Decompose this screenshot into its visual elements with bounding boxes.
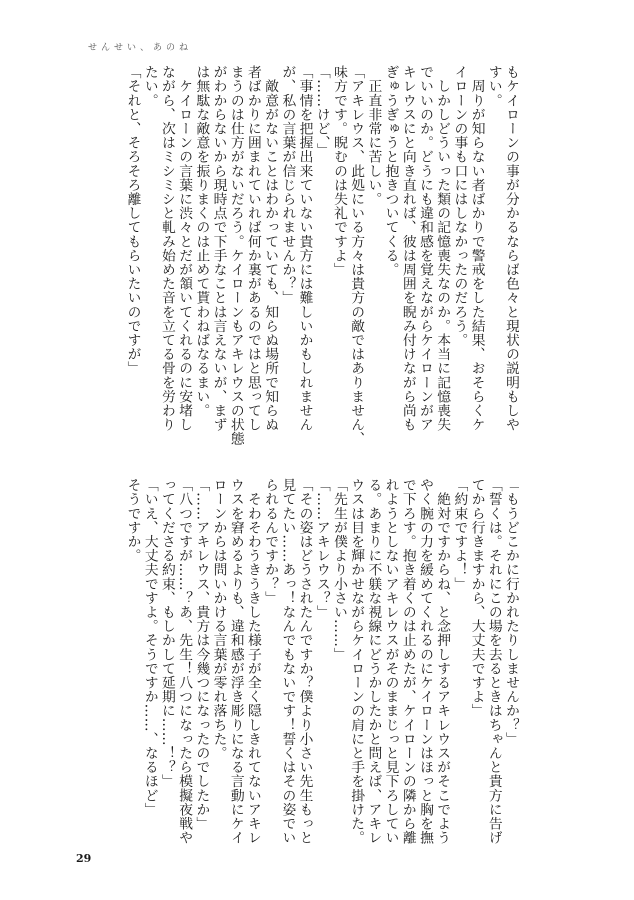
text-column: ローンからは問いかける言葉が零れ落ちた。 (210, 478, 227, 760)
text-column: 絶対ですからね、と念押しするアキレウスがそこでよう (434, 478, 451, 845)
text-column: ながら、次はミシミシと軋み始めた音を立てる骨を労わり (158, 65, 175, 432)
text-column: 周りが知らない者ばかりで警戒をした結果、おそらくケ (468, 65, 485, 432)
text-column: が、私の言葉が信じられませんか？」 (279, 65, 296, 305)
text-column: まうのは仕方がないだろう。ケイローンもアキレウスの状態 (227, 65, 244, 446)
text-column: 者ばかりに囲まれていれば何か裏があるのではと思ってし (244, 65, 261, 432)
text-column: すい。 (485, 65, 502, 108)
text-column: そうですか。 (124, 478, 141, 563)
text-column: られるんですか？」 (262, 478, 279, 605)
text-column: 「約束ですよ！」 (451, 478, 468, 591)
text-block-top (101, 65, 519, 449)
text-column: やく腕の力を緩めてくれるのにケイローンはほっと胸を撫 (416, 478, 433, 845)
text-column: たい。 (141, 65, 158, 108)
page-number: 29 (76, 852, 92, 865)
text-column: 「……けど、」 (313, 65, 330, 157)
text-column: ケイローンの言葉に渋々とだが頷いてくれるのに安堵し (176, 65, 193, 432)
text-column: 「その姿はどうされたんですか？僕より小さい先生もっと (296, 478, 313, 845)
text-column: 見てたい……あっ！なんでもないです！誓くはその姿でい (279, 478, 296, 845)
text-column: る。あまりに不躾な視線にどうかしたかと問えば、アキレ (365, 478, 382, 845)
text-column: ってくださる約束、もしかして延期に……！？」 (158, 478, 175, 789)
text-column: 味方です。睨むのは失礼ですよ」 (330, 65, 347, 277)
running-head: せんせい、あのね (88, 43, 193, 53)
text-column: そわそわうきうきした様子が全く隠しきれてないアキレ (244, 478, 261, 845)
text-column: 「いえ、大丈夫ですよ。そうですか……、なるほど」 (141, 478, 158, 817)
text-column: キレウスにと向き直れば、彼は周囲を睨み付けながら尚も (399, 65, 416, 432)
text-column: イローンの事も口にはしなかったのだろう。 (451, 65, 468, 347)
text-column: で下ろす。抱き着くのは止めたが、ケイローンの隣から離 (399, 478, 416, 845)
text-block-bottom (101, 478, 519, 854)
text-column: ぎゅうぎゅうと抱きついてくる。 (382, 65, 399, 277)
text-column: れようとしないアキレウスがそのままじっと見下ろしてい (382, 478, 399, 845)
text-column: 「それと、そろそろ離してもらいたいのですが」 (124, 65, 141, 376)
text-column: 「先生が僕より小さい……」 (330, 478, 347, 662)
text-column: は無駄な敵意を振りまくのは止めて貰わねばなるまい。 (193, 65, 210, 418)
text-column: 「アキレウス、此処にいる方々は貴方の敵ではありません、 (348, 65, 365, 446)
text-column: 「もうどこかに行かれたりしませんか？」 (503, 478, 519, 746)
text-column: ウスは目を輝かせながらケイローンの肩にと手を掛けた。 (348, 478, 365, 845)
text-column: がわからないから現時点で下手なことは言えないが、まず (210, 65, 227, 432)
text-column: しかしどういった類の記憶喪失なのか。本当に記憶喪失 (434, 65, 451, 432)
text-column: 「誓くは。それにこの場を去るときはちゃんと貴方に告げ (485, 478, 502, 845)
text-column: 正直非常に苦しい。 (365, 65, 382, 206)
text-column: ウスを窘めるよりも、違和感が浮き彫りになる言動にケイ (227, 478, 244, 845)
text-column: 「……アキレウス、貴方は今幾つになったのでしたか」 (193, 478, 210, 831)
text-column: 「八つですが……？あ、先生！八つになったら模擬夜戦や (176, 478, 193, 845)
text-column: 敵意がないことはわかっていても、知らぬ場所で知らぬ (262, 65, 279, 432)
text-column: でいいのか。どうにも違和感を覚えながらケイローンがア (416, 65, 433, 432)
text-column: 「事情を把握出来ていない貴方には難しいかもしれません (296, 65, 313, 432)
text-column: 「……アキレウス？」 (313, 478, 330, 619)
text-column: もケイローンの事が分かるならば色々と現状の説明もしや (503, 65, 519, 432)
text-column: てから行きますから、大丈夫ですよ」 (468, 478, 485, 718)
